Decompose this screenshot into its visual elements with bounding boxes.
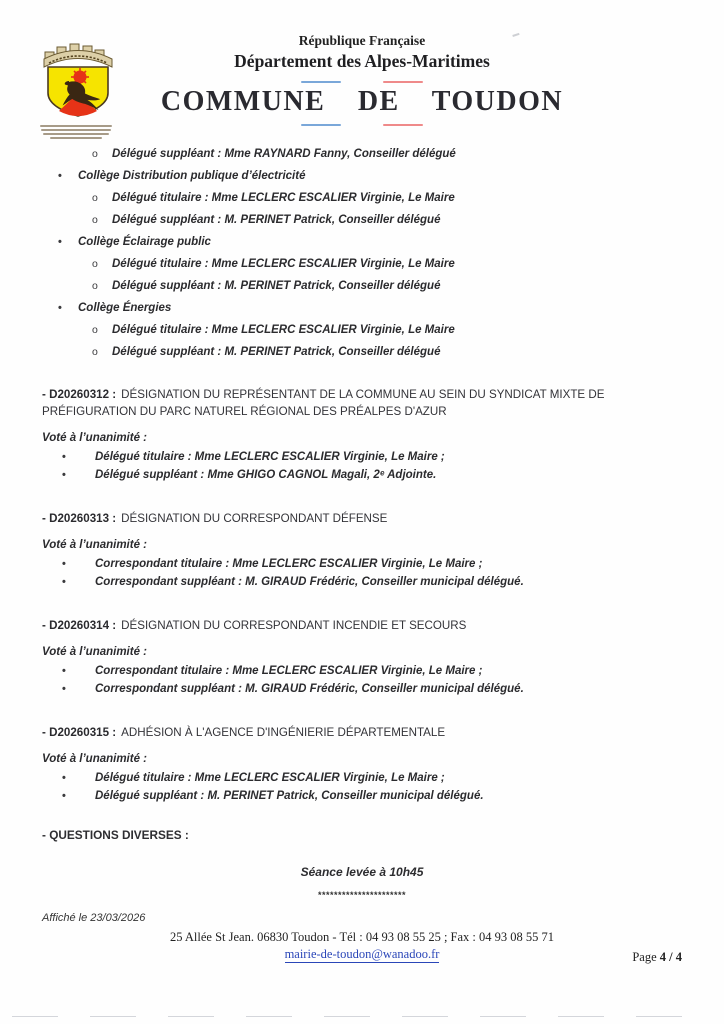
college-label: Collège Éclairage public: [78, 236, 211, 248]
separator-stars: **********************: [317, 890, 407, 900]
deliberation-title: [42, 386, 682, 420]
disc-bullet-icon: •: [62, 665, 66, 677]
vote-result: Voté à l’unanimité :: [42, 753, 148, 765]
deliberation-number: - D20260315 :: [42, 726, 117, 739]
page-value: 4 / 4: [659, 950, 682, 964]
delegate-line: Délégué suppléant : M. PERINET Patrick, Conseiller municipal délégué.: [95, 789, 484, 802]
circle-bullet-icon: o: [92, 258, 98, 270]
affichage-date: Affiché le 23/03/2026: [42, 912, 146, 924]
deliberation-section: [42, 724, 682, 805]
vote-result: Voté à l’unanimité :: [42, 646, 148, 658]
delegate-line: Délégué titulaire : Mme LECLERC ESCALIER Virginie, Le Maire: [112, 324, 455, 336]
list-item: [42, 770, 682, 788]
circle-bullet-icon: o: [92, 214, 98, 226]
deliberation-number: - D20260314 :: [42, 619, 117, 632]
coat-of-arms-icon: [39, 37, 117, 117]
deliberation-section: [42, 617, 682, 698]
document-body: [42, 148, 682, 925]
crown-icon: [44, 44, 112, 67]
list-item: [42, 236, 682, 249]
deliberation-subject: DÉSIGNATION DU REPRÉSENTANT DE LA COMMUNE AU SEIN DU SYNDICAT MIXTE DE PRÉFIGURATION DU PARC NATUREL RÉGIONAL DES PRÉALPES D'AZUR: [42, 388, 605, 418]
list-item: [42, 681, 682, 699]
seance-levee-line: Séance levée à 10h45: [300, 865, 424, 879]
delegate-line: Délégué titulaire : Mme LECLERC ESCALIER Virginie, Le Maire: [112, 258, 455, 270]
red-line: [383, 81, 423, 83]
deliberation-subject: DÉSIGNATION DU CORRESPONDANT DÉFENSE: [121, 512, 388, 525]
page-title: COMMUNE DE TOUDON: [160, 86, 564, 117]
deliberation-title: [42, 510, 682, 527]
scan-edge-artifact: [12, 1016, 712, 1018]
list-item: [42, 258, 682, 271]
disc-bullet-icon: •: [62, 682, 66, 695]
blue-line: [301, 124, 341, 126]
deliberation-section: [42, 386, 682, 484]
list-item: [42, 556, 682, 574]
deliberation-subject: DÉSIGNATION DU CORRESPONDANT INCENDIE ET SECOURS: [121, 619, 467, 632]
questions-diverses-heading: - QUESTIONS DIVERSES :: [42, 828, 189, 842]
list-item: [42, 324, 682, 337]
vote-bullet-list: [42, 449, 682, 484]
list-item: [42, 302, 682, 315]
disc-bullet-icon: •: [62, 772, 66, 784]
department-line: Département des Alpes-Maritimes: [234, 51, 490, 71]
list-item: [42, 346, 682, 359]
delegate-line: Délégué titulaire : Mme LECLERC ESCALIER Virginie, Le Maire: [112, 192, 455, 204]
delegate-line: Délégué suppléant : M. PERINET Patrick, Conseiller délégué: [112, 346, 441, 358]
college-delegates-list: [42, 148, 682, 359]
disc-bullet-icon: •: [58, 170, 62, 182]
delegate-line: Délégué suppléant : M. PERINET Patrick, Conseiller délégué: [112, 280, 441, 292]
list-item: [42, 574, 682, 592]
deliberation-section: [42, 510, 682, 591]
list-item: [42, 449, 682, 467]
deliberation-subject: ADHÉSION À L'AGENCE D'INGÉNIERIE DÉPARTEMENTALE: [121, 726, 446, 739]
delegate-line: Délégué titulaire : Mme LECLERC ESCALIER Virginie, Le Maire ;: [95, 772, 445, 784]
disc-bullet-icon: •: [62, 558, 66, 570]
circle-bullet-icon: o: [92, 280, 98, 292]
commune-coat-of-arms: [38, 37, 118, 141]
delegate-line: Correspondant titulaire : Mme LECLERC ESCALIER Virginie, Le Maire ;: [95, 558, 483, 570]
delegate-line: Délégué suppléant : M. PERINET Patrick, Conseiller délégué: [112, 214, 441, 226]
document-footer: [42, 930, 682, 963]
document-header: [0, 0, 724, 126]
list-item: [42, 280, 682, 293]
college-label: Collège Distribution publique d’électricité: [78, 170, 306, 182]
list-item: [42, 214, 682, 227]
list-item: [42, 788, 682, 806]
deliberation-title: [42, 724, 682, 741]
address-line: 25 Allée St Jean. 06830 Toudon - Tél : 04 93 08 55 25 ; Fax : 04 93 08 55 71: [169, 930, 555, 944]
college-label: Collège Énergies: [78, 302, 172, 314]
disc-bullet-icon: •: [62, 789, 66, 802]
circle-bullet-icon: o: [92, 192, 98, 204]
circle-bullet-icon: o: [92, 324, 98, 336]
emblem-motto-text: [38, 125, 114, 139]
delegate-line: Délégué suppléant : Mme GHIGO CAGNOL Magali, 2ᵉ Adjointe.: [95, 468, 437, 481]
delegate-line: Correspondant titulaire : Mme LECLERC ESCALIER Virginie, Le Maire ;: [95, 665, 483, 677]
circle-bullet-icon: o: [92, 346, 98, 358]
list-item: [42, 148, 682, 161]
page-number: [632, 950, 682, 965]
disc-bullet-icon: •: [62, 468, 66, 481]
list-item: [42, 170, 682, 183]
email-link[interactable]: mairie-de-toudon@wanadoo.fr: [284, 947, 440, 961]
deliberation-title: [42, 617, 682, 634]
republic-line: République Française: [298, 33, 426, 48]
list-item: [42, 192, 682, 205]
blue-line: [301, 81, 341, 83]
delegate-line: Délégué titulaire : Mme LECLERC ESCALIER Virginie, Le Maire ;: [95, 451, 445, 463]
page-label: Page: [632, 950, 660, 964]
vote-result: Voté à l’unanimité :: [42, 539, 148, 551]
vote-result: Voté à l’unanimité :: [42, 432, 148, 444]
disc-bullet-icon: •: [62, 451, 66, 463]
delegate-line: Correspondant suppléant : M. GIRAUD Frédéric, Conseiller municipal délégué.: [95, 575, 524, 588]
list-item: [42, 467, 682, 485]
vote-bullet-list: [42, 663, 682, 698]
list-item: [42, 663, 682, 681]
red-line: [383, 124, 423, 126]
disc-bullet-icon: •: [58, 302, 62, 314]
deliberation-number: - D20260313 :: [42, 512, 117, 525]
delegate-line: Correspondant suppléant : M. GIRAUD Frédéric, Conseiller municipal délégué.: [95, 682, 524, 695]
disc-bullet-icon: •: [58, 236, 62, 248]
vote-bullet-list: [42, 770, 682, 805]
delegate-line: Délégué suppléant : Mme RAYNARD Fanny, Conseiller délégué: [112, 148, 456, 160]
deliberation-number: - D20260312 :: [42, 388, 117, 401]
vote-bullet-list: [42, 556, 682, 591]
circle-bullet-icon: o: [92, 148, 98, 160]
disc-bullet-icon: •: [62, 575, 66, 588]
